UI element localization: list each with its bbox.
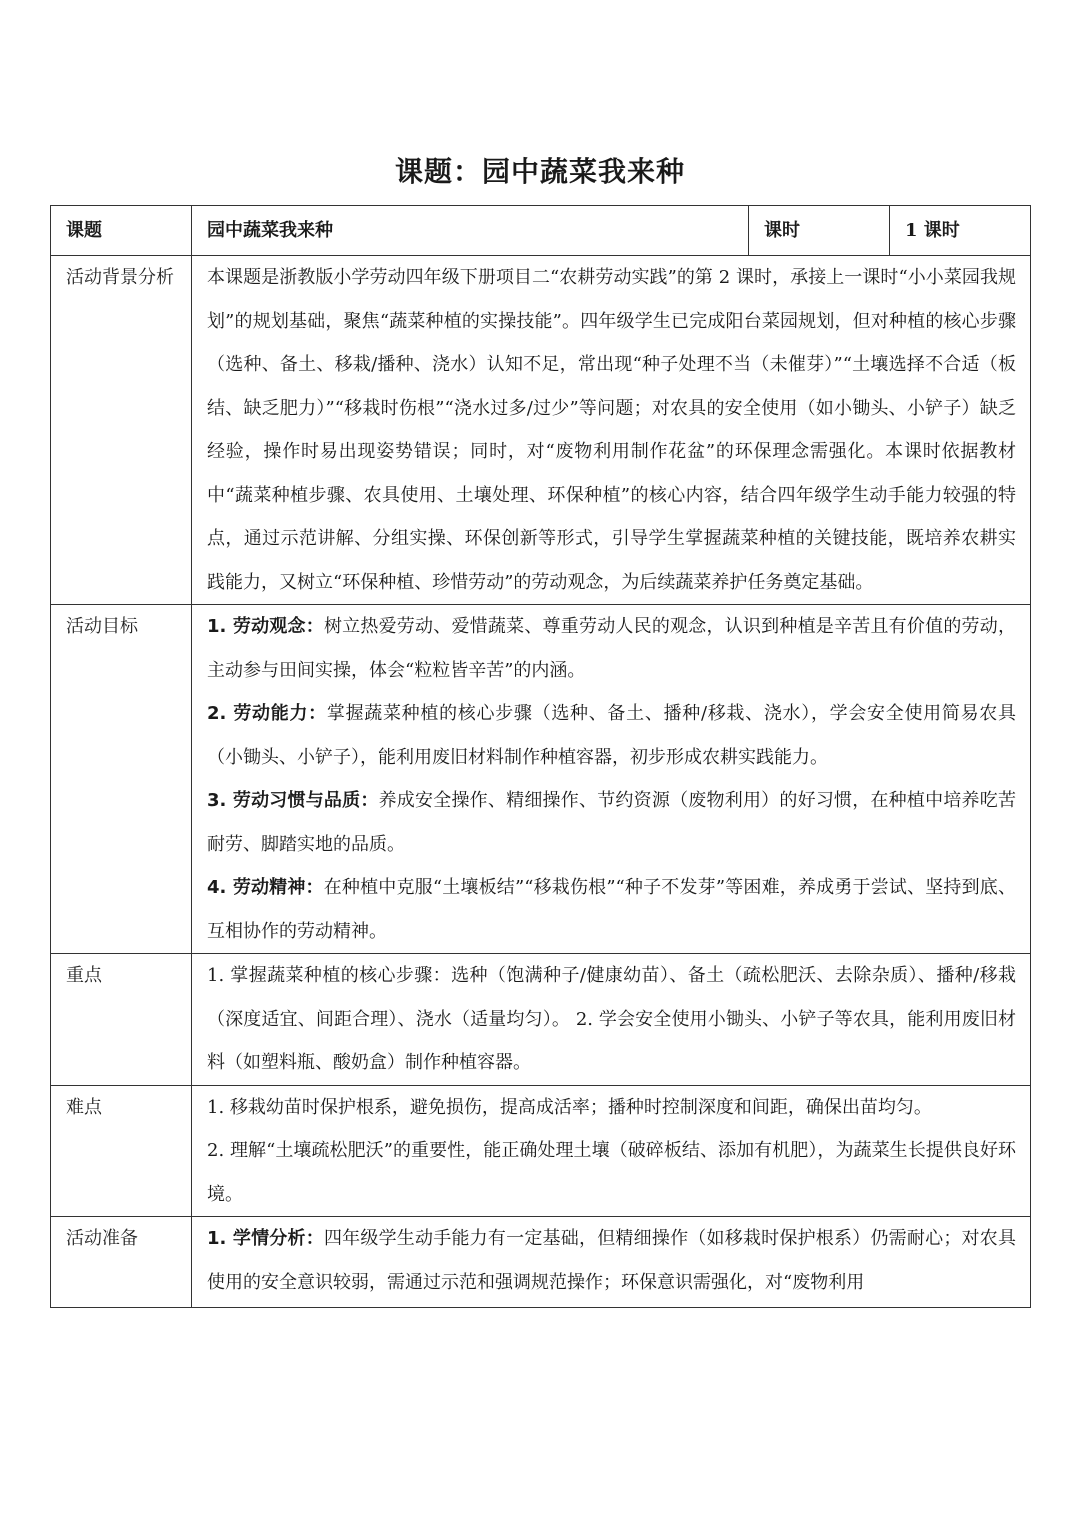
preparation-text: 四年级学生动手能力有一定基础，但精细操作（如移栽时保护根系）仍需耐心；对农具使用的安全意识较弱，需通过示范和强调规范操作；环保意识需强化，对“废物利用: [207, 1228, 1016, 1293]
objective-item: [207, 692, 1016, 779]
objective-head: 4. 劳动精神：: [207, 877, 324, 898]
background-row: [51, 256, 1031, 605]
lesson-plan-table: [50, 205, 1031, 1308]
preparation-content: [192, 1217, 1031, 1308]
objective-text: 树立热爱劳动、爱惜蔬菜、尊重劳动人民的观念，认识到种植是辛苦且有价值的劳动，主动参与田间实操，体会“粒粒皆辛苦”的内涵。: [207, 616, 1016, 681]
difficulty-item: 1. 移栽幼苗时保护根系，避免损伤，提高成活率；播种时控制深度和间距，确保出苗均匀。: [207, 1096, 932, 1118]
key-points-row: [51, 954, 1031, 1086]
preparation-row: [51, 1217, 1031, 1308]
preparation-head: 1. 学情分析：: [207, 1228, 324, 1249]
key-points-label: 重点: [51, 954, 192, 1086]
background-label: 活动背景分析: [51, 256, 192, 605]
difficulties-row: [51, 1085, 1031, 1217]
objectives-content: [192, 605, 1031, 954]
objective-head: 2. 劳动能力：: [207, 703, 327, 724]
topic-label: 课题: [51, 206, 192, 256]
objective-head: 1. 劳动观念：: [207, 616, 324, 637]
objectives-label: 活动目标: [51, 605, 192, 954]
objective-text: 掌握蔬菜种植的核心步骤（选种、备土、播种/移栽、浇水），学会安全使用简易农具（小锄头、小铲子），能利用废旧材料制作种植容器，初步形成农耕实践能力。: [207, 703, 1016, 768]
objective-head: 3. 劳动习惯与品质：: [207, 790, 379, 811]
key-points-text: 1. 掌握蔬菜种植的核心步骤：选种（饱满种子/健康幼苗）、备土（疏松肥沃、去除杂质）、播种/移栽（深度适宜、间距合理）、浇水（适量均匀）。 2. 学会安全使用小锄头、小铲子等农具，能利用废旧材料（如塑料瓶、酸奶盒）制作种植容器。: [192, 954, 1031, 1086]
background-text: 本课题是浙教版小学劳动四年级下册项目二“农耕劳动实践”的第 2 课时，承接上一课时“小小菜园我规划”的规划基础，聚焦“蔬菜种植的实操技能”。四年级学生已完成阳台菜园规划，但对种植的核心步骤（选种、备土、移栽/播种、浇水）认知不足，常出现“种子处理不当（未催芽）”“土壤选择不合适（板结、缺乏肥力）”“移栽时伤根”“浇水过多/过少”等问题；对农具的安全使用（如小锄头、小铲子）缺乏经验，操作时易出现姿势错误；同时，对“废物利用制作花盆”的环保理念需强化。本课时依据教材中“蔬菜种植步骤、农具使用、土壤处理、环保种植”的核心内容，结合四年级学生动手能力较强的特点，通过示范讲解、分组实操、环保创新等形式，引导学生掌握蔬菜种植的关键技能，既培养农耕实践能力，又树立“环保种植、珍惜劳动”的劳动观念，为后续蔬菜养护任务奠定基础。: [192, 256, 1031, 605]
page-title: 课题：园中蔬菜我来种: [394, 155, 685, 188]
objective-item: [207, 605, 1016, 692]
objective-item: [207, 866, 1016, 953]
preparation-label: 活动准备: [51, 1217, 192, 1308]
difficulty-item: 2. 理解“土壤疏松肥沃”的重要性，能正确处理土壤（破碎板结、添加有机肥），为蔬菜生长提供良好环境。: [207, 1140, 1016, 1205]
objective-text: 在种植中克服“土壤板结”“移栽伤根”“种子不发芽”等困难，养成勇于尝试、坚持到底、互相协作的劳动精神。: [207, 877, 1016, 942]
period-label: 课时: [749, 206, 890, 256]
objective-item: [207, 779, 1016, 866]
header-row: [51, 206, 1031, 256]
topic-value: 园中蔬菜我来种: [192, 206, 749, 256]
objectives-row: [51, 605, 1031, 954]
period-value: 1 课时: [890, 206, 1031, 256]
preparation-clip: [207, 1217, 1016, 1305]
difficulties-label: 难点: [51, 1085, 192, 1217]
objective-text: 养成安全操作、精细操作、节约资源（废物利用）的好习惯，在种植中培养吃苦耐劳、脚踏实地的品质。: [207, 790, 1016, 855]
difficulties-content: [192, 1085, 1031, 1217]
